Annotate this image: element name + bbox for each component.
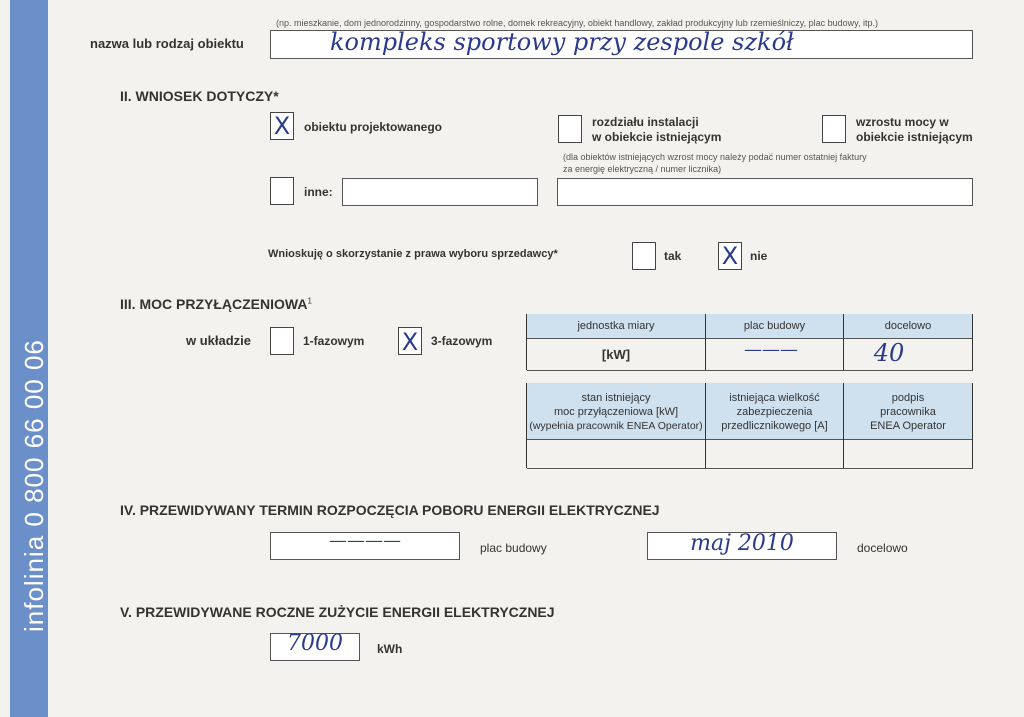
checkbox-tak[interactable] <box>632 242 656 270</box>
checkbox-rozdzial-instalacji[interactable] <box>558 115 582 143</box>
table1-vline-3 <box>972 314 973 370</box>
section2-heading: II. WNIOSEK DOTYCZY* <box>120 88 279 104</box>
table1-unit: [kW] <box>601 347 631 362</box>
checkmark-nie: X <box>721 242 739 270</box>
seller-question: Wnioskuję o skorzystanie z prawa wyboru sprzedawcy* <box>268 248 558 260</box>
label-rozdzial-l1: rozdziału instalacji <box>592 115 699 129</box>
table2-h3-l1: podpis <box>891 392 925 404</box>
label-wzrost-l1: wzrostu mocy w <box>856 115 949 129</box>
checkbox-wzrost-mocy[interactable] <box>822 115 846 143</box>
inne-field[interactable] <box>342 178 538 206</box>
footnote-mark: 1 <box>307 296 312 306</box>
table1-h-plac: plac budowy <box>743 320 806 332</box>
table1-h-jednostka: jednostka miary <box>577 320 655 332</box>
table2-h2-l2: zabezpieczenia <box>736 406 813 418</box>
label-1-fazowy: 1-fazowym <box>303 334 365 348</box>
object-value: kompleks sportowy przy zespole szkół <box>330 28 794 56</box>
label-3-fazowy: 3-fazowym <box>431 334 493 348</box>
label-rozdzial-l2: w obiekcie istniejącym <box>592 130 722 144</box>
table2-vline-3 <box>972 383 973 468</box>
note-line2: za energię elektryczną / numer licznika) <box>563 164 722 174</box>
start-plac-value: ———— <box>329 530 401 551</box>
table2-h1-l3: (wypełnia pracownik ENEA Operator) <box>529 420 703 432</box>
label-plac-budowy: plac budowy <box>480 541 547 555</box>
table2-bottom <box>527 468 973 469</box>
label-wzrost-l2: obiekcie istniejącym <box>856 130 973 144</box>
table2-h2-l3: przedlicznikowego [A] <box>721 420 828 432</box>
object-hint: (np. mieszkanie, dom jednorodzinny, gospodarstwo rolne, domek rekreacyjny, obiekt handlowy, zakład produkcyjny lub rzemieślniczy, plac budowy, itp.) <box>276 18 878 28</box>
checkbox-inne[interactable] <box>270 177 294 205</box>
table1-docelowo-value: 40 <box>873 339 905 367</box>
section5-heading: V. PRZEWIDYWANE ROCZNE ZUŻYCIE ENERGII ELEKTRYCZNEJ <box>120 604 555 620</box>
note-line1: (dla obiektów istniejących wzrost mocy należy podać numer ostatniej faktury <box>563 152 867 162</box>
label-inne: inne: <box>304 185 333 199</box>
section3-heading: III. MOC PRZYŁĄCZENIOWA$^1$ <box>120 296 312 312</box>
section4-heading: IV. PRZEWIDYWANY TERMIN ROZPOCZĘCIA POBORU ENERGII ELEKTRYCZNEJ <box>120 502 660 518</box>
consumption-unit: kWh <box>377 642 403 656</box>
table2-h3-l2: pracownika <box>880 406 936 418</box>
checkbox-1-fazowy[interactable] <box>270 327 294 355</box>
table1-h-docelowo: docelowo <box>884 320 932 332</box>
label-nie: nie <box>750 249 768 263</box>
label-w-ukladzie: w układzie <box>186 333 252 348</box>
label-obiekt-projektowany: obiektu projektowanego <box>304 120 443 134</box>
label-docelowo: docelowo <box>857 541 908 555</box>
label-tak: tak <box>664 249 682 263</box>
table2-h1-l1: stan istniejący <box>581 392 651 404</box>
table1-plac-value: ——— <box>744 339 798 360</box>
invoice-field[interactable] <box>557 178 973 206</box>
hotline-text: infolinia 0 800 66 00 06 <box>19 339 49 632</box>
table2-h2-l1: istniejąca wielkość <box>729 392 820 404</box>
consumption-value: 7000 <box>287 631 343 656</box>
table2-h3-l3: ENEA Operator <box>870 420 946 432</box>
table2-h1-l2: moc przyłączeniowa [kW] <box>553 406 679 418</box>
table2-divider <box>527 439 973 440</box>
checkmark-obiekt-projektowany: X <box>273 112 291 140</box>
object-label: nazwa lub rodzaj obiektu <box>90 36 244 51</box>
start-docelowo-value: maj 2010 <box>690 531 794 556</box>
checkmark-3-fazowy: X <box>401 328 419 356</box>
table1-bottom <box>527 370 973 371</box>
